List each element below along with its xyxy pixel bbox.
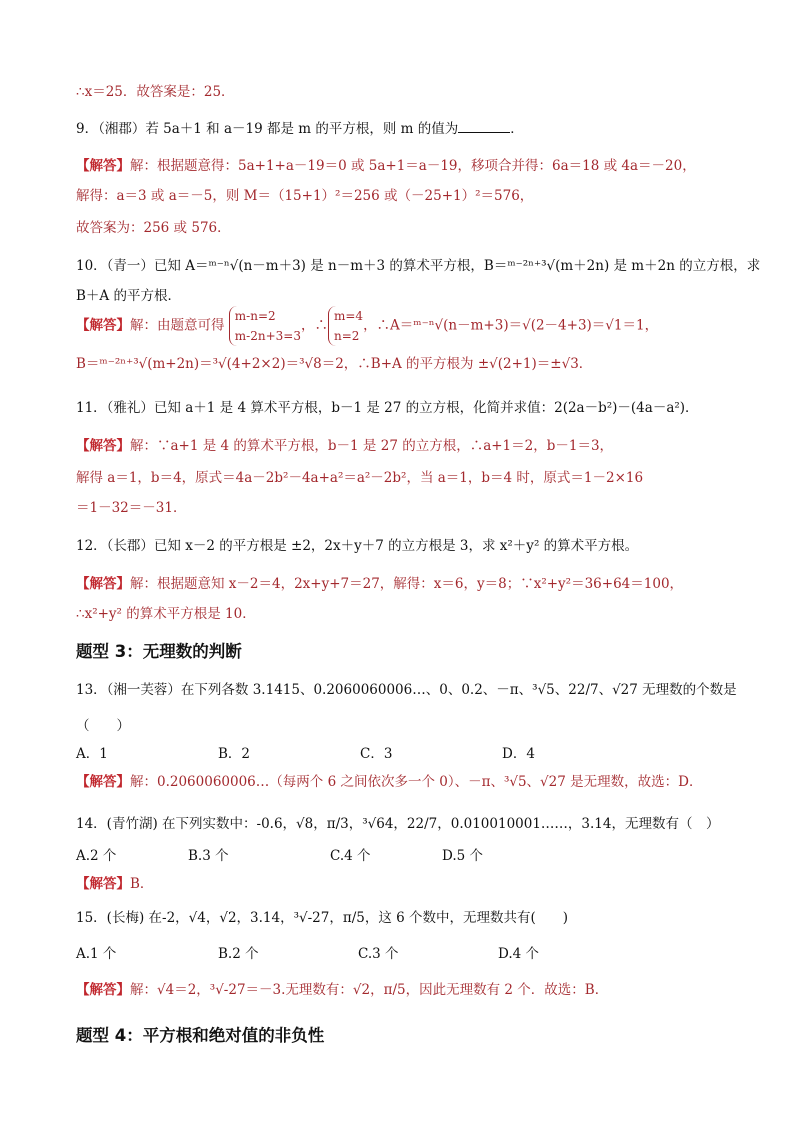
question-9-end: ． xyxy=(510,121,524,137)
solution-10-line-2: B＝ᵐ⁻²ⁿ⁺³√(m+2n)＝³√(4+2×2)＝³√8＝2，∴B+A 的平方根为 ±√(2+1)＝±√3． xyxy=(76,356,593,372)
solution-n: n=2 xyxy=(333,329,360,343)
question-11: 11．（雅礼）已知 a＋1 是 4 算术平方根，b－1 是 27 的立方根，化简并求值：2(2a－b²)－(4a－a²)． xyxy=(76,400,699,416)
option-c: C．3 xyxy=(360,746,393,762)
solution-9-text-1: 解：根据题意得：5a+1+a－19＝0 或 5a+1＝a－19，移项合并得：6a＝18 或 4a＝－20， xyxy=(130,158,696,174)
question-14: 14．(青竹湖) 在下列实数中：-0.6，√8，π/3，³√64，22/7，0.010010001……，3.14，无理数有（ ） xyxy=(76,816,720,832)
solution-tag: 【解答】 xyxy=(76,774,130,790)
question-13-paren: （ ） xyxy=(76,718,130,734)
question-10-line-1: 10．（青一）已知 A＝ᵐ⁻ⁿ√(n－m＋3) 是 n－m＋3 的算术平方根，B＝ᵐ⁻²ⁿ⁺³√(m＋2n) 是 m＋2n 的立方根，求 xyxy=(76,258,761,274)
question-12: 12．（长郡）已知 x－2 的平方根是 ±2，2x＋y＋7 的立方根是 3，求 x²＋y² 的算术平方根。 xyxy=(76,538,639,554)
option-a: A.1 个 xyxy=(76,946,117,962)
solution-tag: 【解答】 xyxy=(76,438,130,454)
solution-m: m=4 xyxy=(333,309,364,323)
solution-13 xyxy=(76,772,702,792)
question-9-text: 9．（湘郡）若 5a＋1 和 a－19 都是 m 的平方根，则 m 的值为 xyxy=(76,121,459,137)
solution-11-line-2: 解得 a＝1，b＝4，原式＝4a－2b²－4a+a²＝a²－2b²，当 a＝1，b＝4 时，原式＝1－2×16 xyxy=(76,470,644,486)
question-10-line-2: B＋A 的平方根． xyxy=(76,288,181,304)
option-c: C.3 个 xyxy=(358,946,399,962)
therefore-mark: ，∴ xyxy=(300,317,328,334)
solution-9-line-2: 解得：a＝3 或 a＝－5，则 M＝（15+1）²＝256 或（－25+1）²＝576， xyxy=(76,188,534,204)
option-d: D.5 个 xyxy=(442,848,484,864)
solution-tag: 【解答】 xyxy=(76,317,130,334)
option-b: B.2 个 xyxy=(218,946,259,962)
equation-2: m-2n+3=3 xyxy=(234,329,301,343)
section-heading-4: 题型 4：平方根和绝对值的非负性 xyxy=(76,1026,325,1045)
question-9 xyxy=(76,118,524,139)
solution-14-text: B． xyxy=(130,876,154,892)
solution-9-line-1 xyxy=(76,156,696,176)
equation-1: m-n=2 xyxy=(234,309,276,323)
option-d: D．4 xyxy=(502,746,535,762)
solution-tag: 【解答】 xyxy=(76,982,130,998)
solution-9-line-3: 故答案为：256 或 576． xyxy=(76,220,231,236)
option-d: D.4 个 xyxy=(498,946,540,962)
answer-blank xyxy=(458,118,510,133)
question-15: 15．(长梅) 在-2，√4，√2，3.14，³√-27，π/5，这 6 个数中，无理数共有( ) xyxy=(76,910,569,926)
solution-14 xyxy=(76,874,153,894)
solution-13-text: 解：0.2060060006…（每两个 6 之间依次多一个 0）、－π、³√5、√27 是无理数，故选：D． xyxy=(130,774,703,790)
solution-10-lead: 解：由题意可得 xyxy=(130,317,225,334)
solution-tag: 【解答】 xyxy=(76,158,130,174)
option-b: B．2 xyxy=(218,746,251,762)
option-a: A.2 个 xyxy=(76,848,117,864)
solution-12-line-2: ∴x²+y² 的算术平方根是 10． xyxy=(76,606,256,622)
solution-11-text-1: 解：∵a+1 是 4 的算术平方根，b－1 是 27 的立方根，∴a+1＝2，b－1＝3， xyxy=(130,438,614,454)
option-c: C.4 个 xyxy=(330,848,371,864)
solution-10-a-value: ，∴A＝ᵐ⁻ⁿ√(n－m+3)＝√(2－4+3)＝√1＝1， xyxy=(363,317,659,334)
option-b: B.3 个 xyxy=(188,848,229,864)
solution-11-line-1 xyxy=(76,436,613,456)
section-heading-3: 题型 3：无理数的判断 xyxy=(76,642,242,661)
solution-system xyxy=(328,306,363,346)
solution-10-line-1 xyxy=(76,306,658,346)
solution-15-text: 解：√4＝2，³√-27＝－3.无理数有：√2，π/5，因此无理数有 2 个．故选：B． xyxy=(130,982,609,998)
option-a: A．1 xyxy=(76,746,108,762)
question-13: 13．（湘一芙蓉）在下列各数 3.1415、0.2060060006…、0、0.2、－π、³√5、22/7、√27 无理数的个数是 xyxy=(76,682,737,698)
solution-15 xyxy=(76,980,608,1000)
solution-11-line-3: ＝1－32＝－31． xyxy=(76,500,187,516)
solution-tag: 【解答】 xyxy=(76,576,130,592)
solution-12-line-1 xyxy=(76,574,683,594)
answer-line-q8: ∴x＝25．故答案是：25． xyxy=(76,84,235,100)
equation-system xyxy=(229,306,301,346)
solution-12-text-1: 解：根据题意知 x－2＝4，2x+y+7＝27，解得：x＝6，y＝8；∵x²+y²＝36+64＝100， xyxy=(130,576,684,592)
solution-tag: 【解答】 xyxy=(76,876,130,892)
